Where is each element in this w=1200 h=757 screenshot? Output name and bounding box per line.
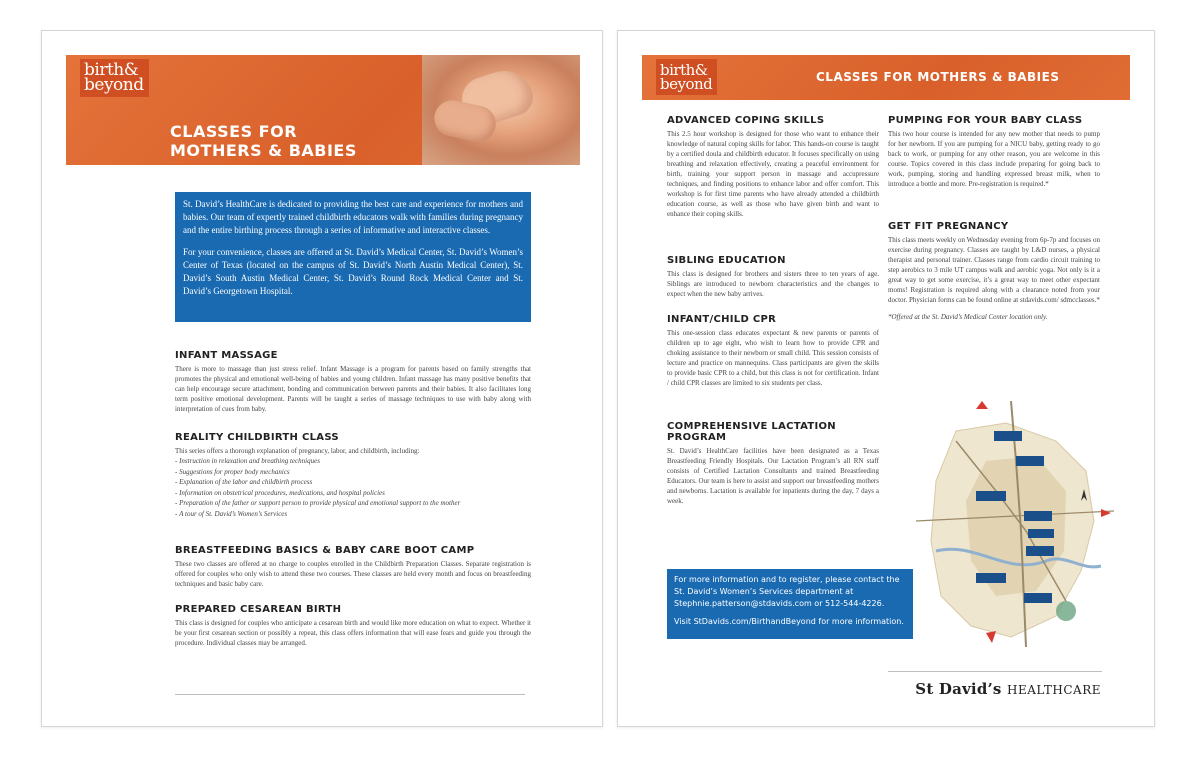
section-body: This one-session class educates expectant & new parents or parents of children up to age eight, who wish to learn how to provide CPR and choking assistance to their newborn or small child. This session consists of lecture and practice on mannequins. Class participants are given the skills to provide basic CPR to a child, but this class is not for certification. Infant / child CPR classes are limited to six students per class. <box>667 329 879 387</box>
list-item: - Information on obstetrical procedures, medications, and hospital policies <box>175 488 531 499</box>
section-sibling <box>667 255 879 299</box>
list-item: - Preparation of the father or support person to provide physical and emotional support to the mother <box>175 498 531 509</box>
page-left <box>41 30 603 727</box>
section-body: This two hour course is intended for any new mother that needs to pump for her newborn. If you are pumping for a NICU baby, getting ready to go back to work, or pumping for any other reason, you are welcome in this course. Topics covered in this class include preparing for going back to work, pumping, storing and handling expressed breast milk, when to introduce a bottle and more. Pre-registration is required.* <box>888 130 1100 188</box>
location-tag <box>976 573 1006 583</box>
logo-line1: birth& <box>84 60 139 80</box>
list-item: - Suggestions for proper body mechanics <box>175 467 531 478</box>
section-get-fit <box>888 221 1100 328</box>
section-title: PUMPING FOR YOUR BABY CLASS <box>888 115 1083 126</box>
section-reality-childbirth <box>175 432 531 519</box>
section-title: COMPREHENSIVE LACTATION PROGRAM <box>667 421 836 443</box>
page2-title: CLASSES FOR MOTHERS & BABIES <box>816 70 1060 84</box>
list-item: - Explanation of the labor and childbirth process <box>175 477 531 488</box>
page2-banner <box>642 55 1130 100</box>
section-title: BREASTFEEDING BASICS & BABY CARE BOOT CAMP <box>175 545 475 556</box>
arrow-icon <box>976 401 988 409</box>
bottom-divider <box>175 694 525 695</box>
contact-box <box>667 569 913 639</box>
location-tag <box>1024 593 1052 603</box>
logo-line2: beyond <box>660 75 713 93</box>
section-body: St. David’s HealthCare facilities have been designated as a Texas Breastfeeding Friendly Hospitals. Our Lactation Program’s all RN staff consists of Certified Lactation Consultants and trained Breastfeeding Educators. Our team is here to assist and support our breastfeeding mothers and newborns. Lactation is available for inpatients during the day, 7 days a week. <box>667 447 879 505</box>
map-graphic <box>916 401 1114 647</box>
page1-title <box>170 122 357 160</box>
section-body: These two classes are offered at no charge to couples enrolled in the Childbirth Preparation Classes. Separate registration is offered for couples who only wish to attend these two courses. These classes are held every month and focus on breastfeeding techniques and basic baby care. <box>175 560 531 588</box>
section-lactation <box>667 421 879 506</box>
brand-name: St David’s <box>915 680 1007 698</box>
section-title: SIBLING EDUCATION <box>667 255 786 266</box>
section-title: REALITY CHILDBIRTH CLASS <box>175 432 339 443</box>
section-title: ADVANCED COPING SKILLS <box>667 115 825 126</box>
section-body: This 2.5 hour workshop is designed for those who want to enhance their knowledge of natural coping skills for labor. This hands-on course is taught by a certified doula and childbirth educator. It focuses specifically on using breathing and relaxation effectively, creating a peaceful environment for birth, training your support person in massage and accupressure techniques, and finding positions to enhance labor and offer comfort. This workshop is for first time parents who have already attended a childbirth education course, as well as those who have given birth and want to enhance their coping skills. <box>667 130 879 218</box>
section-body: This class is designed for brothers and sisters three to ten years of age. Siblings are introduced to newborn characteristics and the changes to expect when the new baby arrives. <box>667 270 879 298</box>
section-title: PREPARED CESAREAN BIRTH <box>175 604 342 615</box>
intro-paragraph-1: St. David’s HealthCare is dedicated to providing the best care and experience for mothers and babies. Our team of expertly trained childbirth educators walk with families during pregnancy and the entire birthing process through a series of informative and interactive classes. <box>183 199 523 235</box>
section-body: This class is designed for couples who anticipate a cesarean birth and would like more education on what to expect. Whether it be your first cesarean section or possibly a repeat, this class offers information that will ease fears and guide you through the procedure. Individual classes may be arranged. <box>175 619 531 647</box>
st-davids-logo <box>915 680 1101 698</box>
location-tag <box>976 491 1006 501</box>
contact-text: For more information and to register, please contact the St. David’s Women’s Services department at Stephnie.patterson@stdavids.com or 512-544-4226. <box>674 575 900 608</box>
section-cesarean <box>175 604 531 648</box>
title-line2: MOTHERS & BABIES <box>170 141 357 160</box>
birth-beyond-logo <box>656 59 717 95</box>
footnote: *Offered at the St. David’s Medical Center location only. <box>888 313 1048 321</box>
list-item: - Instruction in relaxation and breathing techniques <box>175 456 531 467</box>
section-title: GET FIT PREGNANCY <box>888 221 1009 232</box>
section-advanced-coping <box>667 115 879 219</box>
page-right <box>617 30 1155 727</box>
location-tag <box>1026 546 1054 556</box>
brand-healthcare: HEALTHCARE <box>1007 683 1101 697</box>
section-breastfeeding <box>175 545 531 589</box>
hands-photo <box>422 55 580 165</box>
bottom-divider <box>888 671 1102 672</box>
reality-list <box>175 456 531 519</box>
austin-map <box>916 401 1114 647</box>
location-tag <box>1024 511 1052 521</box>
section-body: This series offers a thorough explanation of pregnancy, labor, and childbirth, including: <box>175 447 420 455</box>
section-title: INFANT MASSAGE <box>175 350 278 361</box>
list-item: - A tour of St. David’s Women’s Services <box>175 509 531 520</box>
section-cpr <box>667 314 879 388</box>
location-tag <box>1016 456 1044 466</box>
section-title: INFANT/CHILD CPR <box>667 314 777 325</box>
section-infant-massage <box>175 350 531 414</box>
page1-banner <box>66 55 580 165</box>
arrow-icon <box>986 631 996 643</box>
title-line1: CLASSES FOR <box>170 122 298 141</box>
birth-beyond-logo <box>80 59 149 97</box>
location-tag <box>1028 529 1054 538</box>
intro-box <box>175 192 531 322</box>
section-body: This class meets weekly on Wednesday evening from 6p-7p and focuses on exercise during pregnancy. Classes are taught by L&D nurses, a physical therapist and personal trainer. Classes range from cardio circuit training to step aerobics to 3 mile UT campus walk and aerobic yoga. Not only is it a great way to get some exercise, it’s a great way to meet other expectant moms! Registration is required along with a clearance noted from your doctor. Physician forms can be found online at stdavids.com/ sdmcclasses.* <box>888 236 1100 304</box>
arrow-icon <box>1101 509 1111 517</box>
park-area <box>1056 601 1076 621</box>
logo-line2: beyond <box>84 75 144 95</box>
section-body: There is more to massage than just stress relief. Infant Massage is a program for parents based on family strengths that promotes the physical and emotional well-being of babies and young children. Infant massage has many positive benefits that can help encourage secure attachment, bonding and communication between parents and their babies. It also facilitates long term positive emotional development. Parents will be taught a series of massage techniques to use with baby along with interpretation of cues from baby. <box>175 365 531 413</box>
location-tag <box>994 431 1022 441</box>
website-link[interactable]: Visit StDavids.com/BirthandBeyond for more information. <box>674 617 904 626</box>
section-pumping <box>888 115 1100 189</box>
intro-paragraph-2: For your convenience, classes are offered at St. David’s Medical Center, St. David’s Women’s Center of Texas (located on the campus of St. David’s North Austin Medical Center), St. David’s South Austin Medical Center, St. David’s Round Rock Medical Center and St. David’s Georgetown Hospital. <box>183 247 523 296</box>
logo-line1: birth& <box>660 61 708 79</box>
